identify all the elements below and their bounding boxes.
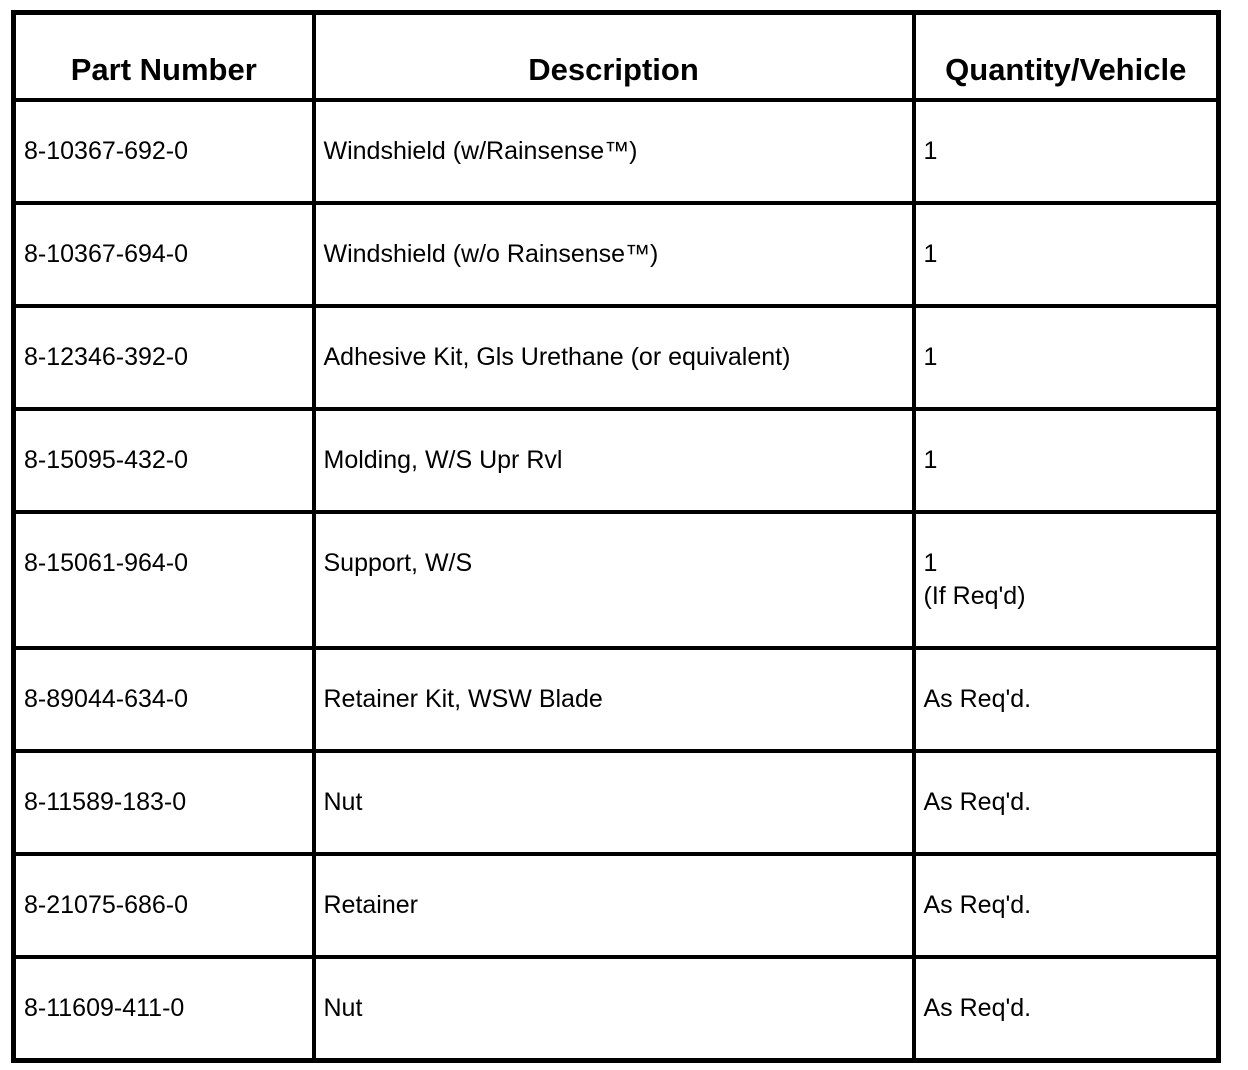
quantity-cell: 1 <box>914 100 1219 203</box>
header-row <box>14 13 1219 100</box>
header-quantity: Quantity/Vehicle <box>914 13 1219 100</box>
table-row <box>14 100 1219 203</box>
table-row <box>14 409 1219 512</box>
part-number-cell: 8-12346-392-0 <box>14 306 314 409</box>
part-number-cell: 8-10367-694-0 <box>14 203 314 306</box>
part-number-cell: 8-11589-183-0 <box>14 751 314 854</box>
table-row <box>14 957 1219 1061</box>
description-cell: Windshield (w/o Rainsense™) <box>314 203 914 306</box>
quantity-cell: 1 <box>914 306 1219 409</box>
parts-table <box>11 10 1221 1063</box>
quantity-cell <box>914 512 1219 648</box>
description-cell: Adhesive Kit, Gls Urethane (or equivalent) <box>314 306 914 409</box>
description-cell: Retainer <box>314 854 914 957</box>
quantity-note: (If Req'd) <box>923 581 1026 610</box>
table-row <box>14 512 1219 648</box>
table-row <box>14 751 1219 854</box>
description-cell: Windshield (w/Rainsense™) <box>314 100 914 203</box>
quantity-cell: As Req'd. <box>914 957 1219 1061</box>
quantity-cell: 1 <box>914 409 1219 512</box>
part-number-cell: 8-21075-686-0 <box>14 854 314 957</box>
table-row <box>14 854 1219 957</box>
description-cell: Support, W/S <box>314 512 914 648</box>
quantity-value: 1 <box>923 548 938 577</box>
header-description: Description <box>314 13 914 100</box>
quantity-cell: 1 <box>914 203 1219 306</box>
quantity-cell: As Req'd. <box>914 751 1219 854</box>
quantity-cell: As Req'd. <box>914 854 1219 957</box>
description-cell: Nut <box>314 957 914 1061</box>
description-cell: Retainer Kit, WSW Blade <box>314 648 914 751</box>
header-part-number: Part Number <box>14 13 314 100</box>
part-number-cell: 8-15061-964-0 <box>14 512 314 648</box>
description-cell: Molding, W/S Upr Rvl <box>314 409 914 512</box>
table-row <box>14 203 1219 306</box>
description-cell: Nut <box>314 751 914 854</box>
table-row <box>14 648 1219 751</box>
quantity-cell: As Req'd. <box>914 648 1219 751</box>
part-number-cell: 8-89044-634-0 <box>14 648 314 751</box>
part-number-cell: 8-15095-432-0 <box>14 409 314 512</box>
part-number-cell: 8-10367-692-0 <box>14 100 314 203</box>
part-number-cell: 8-11609-411-0 <box>14 957 314 1061</box>
table-row <box>14 306 1219 409</box>
